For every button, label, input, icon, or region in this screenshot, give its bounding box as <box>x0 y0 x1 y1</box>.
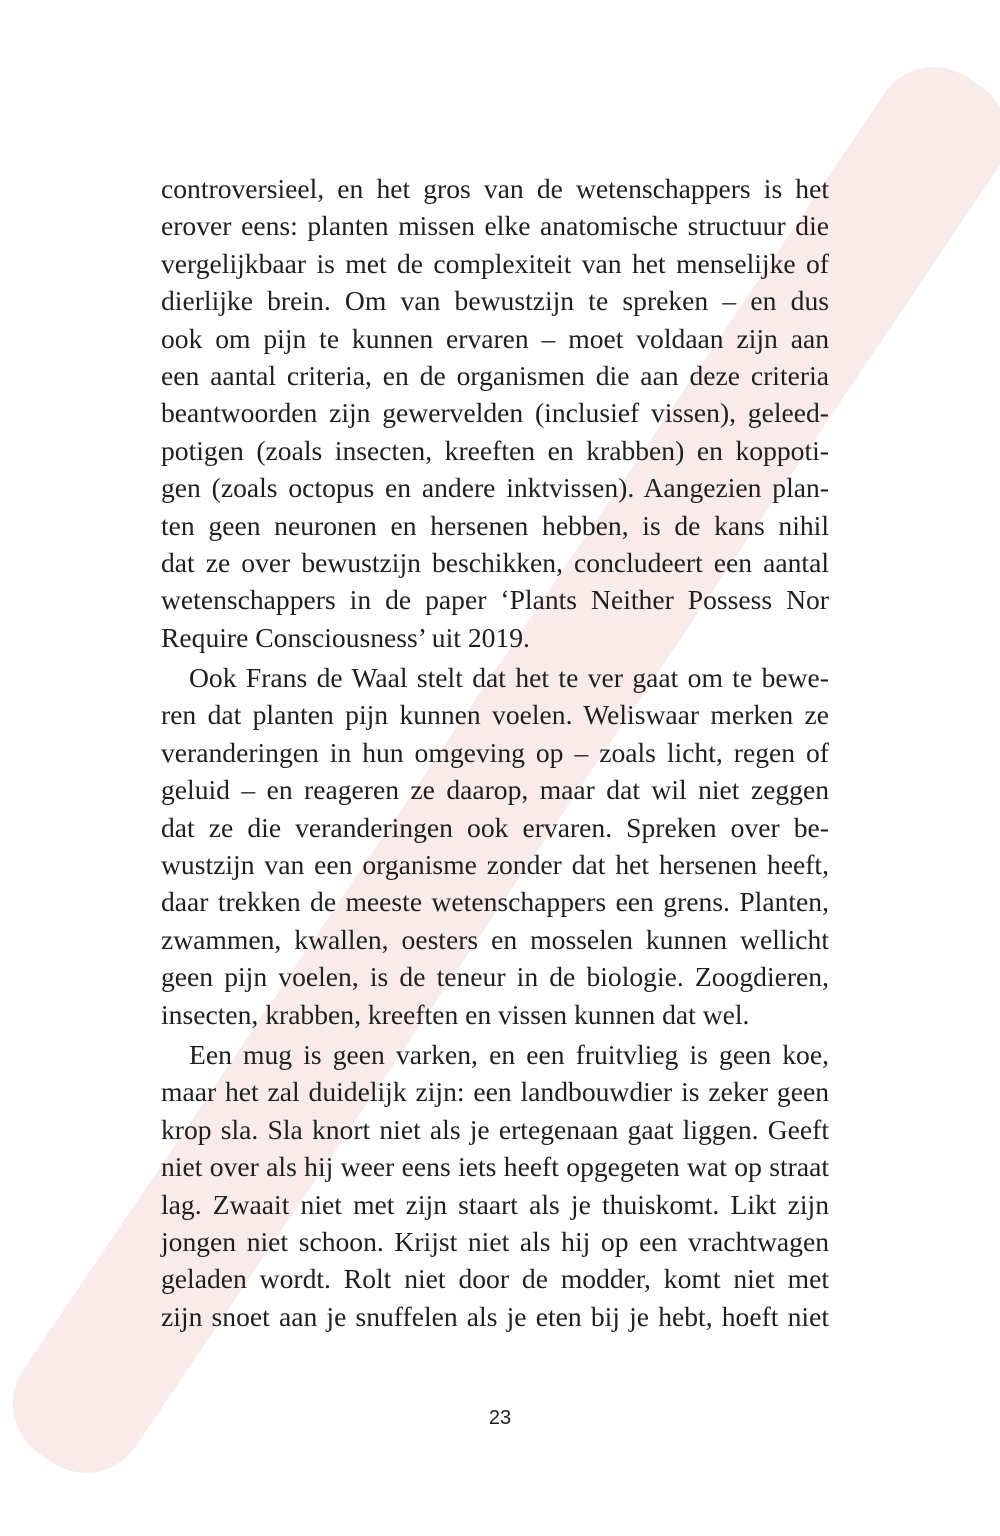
text-line: veranderingen in hun omgeving op – zoals licht, regen of <box>161 736 829 768</box>
text-line: gen (zoals octopus en andere inktvissen). Aangezien plan- <box>161 472 829 504</box>
text-line: geen pijn voelen, is de teneur in de biologie. Zoogdieren, <box>161 961 829 993</box>
text-line: dat ze die veranderingen ook ervaren. Spreken over be- <box>161 811 829 843</box>
text-line: erover eens: planten missen elke anatomische structuur die <box>161 210 829 242</box>
body-text <box>161 170 829 1335</box>
text-line: beantwoorden zijn gewervelden (inclusief vissen), geleed- <box>161 397 829 429</box>
text-line: ook om pijn te kunnen ervaren – moet voldaan zijn aan <box>161 322 829 354</box>
page-number: 23 <box>488 1407 512 1429</box>
text-line: geluid – en reageren ze daarop, maar dat wil niet zeggen <box>161 774 829 806</box>
text-line: controversieel, en het gros van de wetenschappers is het <box>161 173 829 204</box>
text-line: geladen wordt. Rolt niet door de modder, komt niet met <box>161 1263 829 1295</box>
text-line: Een mug is geen varken, en een fruitvlieg is geen koe, <box>189 1038 829 1070</box>
text-line: vergelijkbaar is met de complexiteit van het menselijke of <box>161 247 829 279</box>
text-line: ren dat planten pijn kunnen voelen. Weliswaar merken ze <box>161 699 829 731</box>
text-line: Require Consciousness’ uit 2019. <box>161 621 530 653</box>
paragraph <box>161 170 829 656</box>
text-line: lag. Zwaait niet met zijn staart als je thuiskomt. Likt zijn <box>161 1188 829 1220</box>
text-line: wetenschappers in de paper ‘Plants Neither Possess Nor <box>161 584 829 616</box>
text-line: ten geen neuronen en hersenen hebben, is de kans nihil <box>161 509 829 541</box>
text-line: zwammen, kwallen, oesters en mosselen kunnen wellicht <box>161 923 829 955</box>
text-line: een aantal criteria, en de organismen die aan deze criteria <box>161 359 829 391</box>
text-line: Ook Frans de Waal stelt dat het te ver gaat om te bewe- <box>189 662 829 694</box>
text-line: maar het zal duidelijk zijn: een landbouwdier is zeker geen <box>161 1076 829 1108</box>
paragraph <box>161 1036 829 1335</box>
text-line: niet over als hij weer eens iets heeft opgegeten wat op straat <box>161 1151 829 1183</box>
text-line: wustzijn van een organisme zonder dat het hersenen heeft, <box>161 849 829 881</box>
text-line: dierlijke brein. Om van bewustzijn te spreken – en dus <box>161 285 829 317</box>
paragraph <box>161 659 829 1033</box>
text-line: potigen (zoals insecten, kreeften en krabben) en koppoti- <box>161 434 829 466</box>
text-line: zijn snoet aan je snuffelen als je eten bij je hebt, hoeft niet <box>161 1300 829 1332</box>
text-line: insecten, krabben, kreeften en vissen kunnen dat wel. <box>161 998 750 1030</box>
text-line: daar trekken de meeste wetenschappers een grens. Planten, <box>161 886 829 918</box>
text-line: dat ze over bewustzijn beschikken, concludeert een aantal <box>161 546 829 578</box>
text-line: krop sla. Sla knort niet als je ertegenaan gaat liggen. Geeft <box>161 1113 829 1145</box>
text-line: jongen niet schoon. Krijst niet als hij op een vrachtwagen <box>161 1225 829 1257</box>
